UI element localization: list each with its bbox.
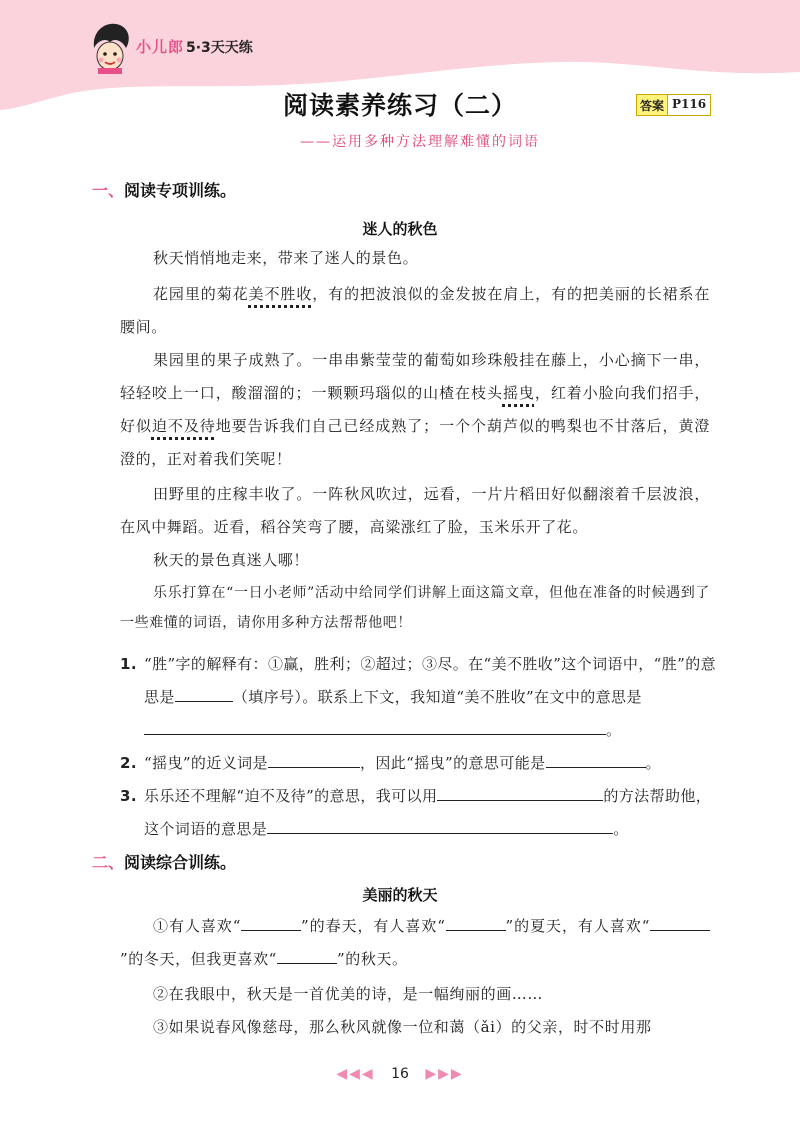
answer-tag[interactable] — [636, 94, 711, 116]
text-segment: ”的春天，有人喜欢“ — [301, 917, 446, 935]
text-segment: 花园里的菊花 — [153, 285, 249, 303]
section-heading-1 — [92, 178, 236, 201]
section-title: 阅读综合训练。 — [124, 853, 237, 872]
page-number: 16 — [391, 1066, 409, 1082]
text-segment: ”的秋天。 — [336, 950, 408, 968]
question-body — [144, 747, 720, 780]
section-heading-2 — [92, 850, 236, 873]
section-number: 二、 — [92, 853, 125, 872]
question-text: “摇曳”的近义词是 — [144, 754, 268, 772]
paragraph-4: 田野里的庄稼丰收了。一阵秋风吹过，远看，一片片稻田好似翻滚着千层波浪，在风中舞蹈。近看，稻谷笑弯了腰，高粱涨红了脸，玉米乐开了花。 — [120, 485, 710, 536]
paragraph-3 — [120, 344, 710, 476]
question-end: 。 — [606, 721, 622, 739]
article-title-1: 迷人的秋色 — [362, 220, 438, 238]
question-text: 乐乐还不理解“迫不及待”的意思，我可以用 — [144, 787, 438, 805]
brand-name: 小儿郎 — [136, 38, 185, 56]
left-arrows-icon: ◀◀◀ — [336, 1066, 375, 1082]
question-1 — [120, 648, 720, 747]
page-title: 阅读素养练习（二） — [282, 91, 517, 120]
question-2 — [120, 747, 720, 780]
emphasized-phrase-pobujidai: 迫不及待 — [151, 417, 216, 435]
paragraph-s2-1 — [120, 910, 710, 976]
question-number: 1. — [120, 655, 137, 673]
emphasized-phrase-meibushengshou: 美不胜收 — [248, 285, 313, 303]
page-footer — [0, 1066, 800, 1082]
fill-blank-winter[interactable] — [650, 912, 710, 931]
question-body — [144, 648, 720, 747]
question-end: 。 — [645, 754, 661, 772]
question-body — [144, 780, 720, 846]
question-end: 。 — [613, 820, 629, 838]
answer-label: 答案 — [640, 99, 665, 113]
answer-blank-q2-1[interactable] — [268, 749, 360, 768]
text-segment: ，红着小脸向我们招手，好似 — [120, 384, 711, 435]
question-text: ，因此“摇曳”的意思可能是 — [359, 754, 546, 772]
question-text: “胜”字的解释有：①赢，胜利；②超过；③尽。在“美不胜收”这个词语中，“胜”的意思是 — [144, 655, 717, 706]
right-arrows-icon: ▶▶▶ — [425, 1066, 464, 1082]
answer-blank-q1-1[interactable] — [175, 683, 233, 702]
question-number: 2. — [120, 754, 137, 772]
question-text: 的方法帮助他，这个词语的意思是 — [144, 787, 712, 838]
answer-blank-q2-2[interactable] — [546, 749, 646, 768]
answer-blank-q3-2[interactable] — [267, 815, 613, 834]
fill-blank-spring[interactable] — [241, 912, 301, 931]
section-number: 一、 — [92, 181, 125, 200]
paragraph-s2-2: ②在我眼中，秋天是一首优美的诗，是一幅绚丽的画…… — [153, 985, 544, 1003]
text-segment: ，有的把波浪似的金发披在肩上，有的把美丽的长裙系在腰间。 — [120, 285, 710, 336]
text-segment: 地要告诉我们自己已经成熟了；一个个葫芦似的鸭梨也不甘落后，黄澄澄的，正对着我们笑呢！ — [120, 417, 711, 468]
text-segment: ”的夏天，有人喜欢“ — [505, 917, 650, 935]
paragraph-5: 秋天的景色真迷人哪！ — [153, 551, 310, 569]
question-text: （填序号）。联系上下文，我知道“美不胜收”在文中的意思是 — [232, 688, 642, 706]
question-number: 3. — [120, 787, 137, 805]
paragraph-s2-3: ③如果说春风像慈母，那么秋风就像一位和蔼（ǎi）的父亲，时不时用那 — [153, 1018, 652, 1036]
mascot-boy-icon — [84, 18, 136, 74]
question-3 — [120, 780, 720, 846]
task-intro: 乐乐打算在“一日小老师”活动中给同学们讲解上面这篇文章，但他在准备的时候遇到了一些难懂的词语，请你用多种方法帮帮他吧！ — [120, 585, 710, 631]
text-segment: ①有人喜欢“ — [153, 917, 242, 935]
answer-blank-q1-2[interactable] — [144, 716, 606, 735]
answer-blank-q3-1[interactable] — [437, 782, 603, 801]
paragraph-2 — [120, 278, 710, 344]
fill-blank-autumn[interactable] — [277, 945, 337, 964]
series-name: 5·3天天练 — [186, 40, 253, 56]
fill-blank-summer[interactable] — [446, 912, 506, 931]
page-subtitle: ——运用多种方法理解难懂的词语 — [300, 134, 540, 150]
article-title-2: 美丽的秋天 — [362, 886, 438, 904]
section-title: 阅读专项训练。 — [124, 181, 237, 200]
emphasized-phrase-yaoye: 摇曳 — [502, 384, 535, 402]
text-segment: ”的冬天，但我更喜欢“ — [120, 950, 277, 968]
answer-page: P116 — [667, 95, 710, 115]
text-segment: 果园里的果子成熟了。一串串紫莹莹的葡萄如珍珠般挂在藤上，小心摘下一串，轻轻咬上一口，酸溜溜的；一颗颗玛瑙似的山楂在枝头 — [120, 351, 710, 402]
paragraph-1: 秋天悄悄地走来，带来了迷人的景色。 — [153, 249, 419, 267]
